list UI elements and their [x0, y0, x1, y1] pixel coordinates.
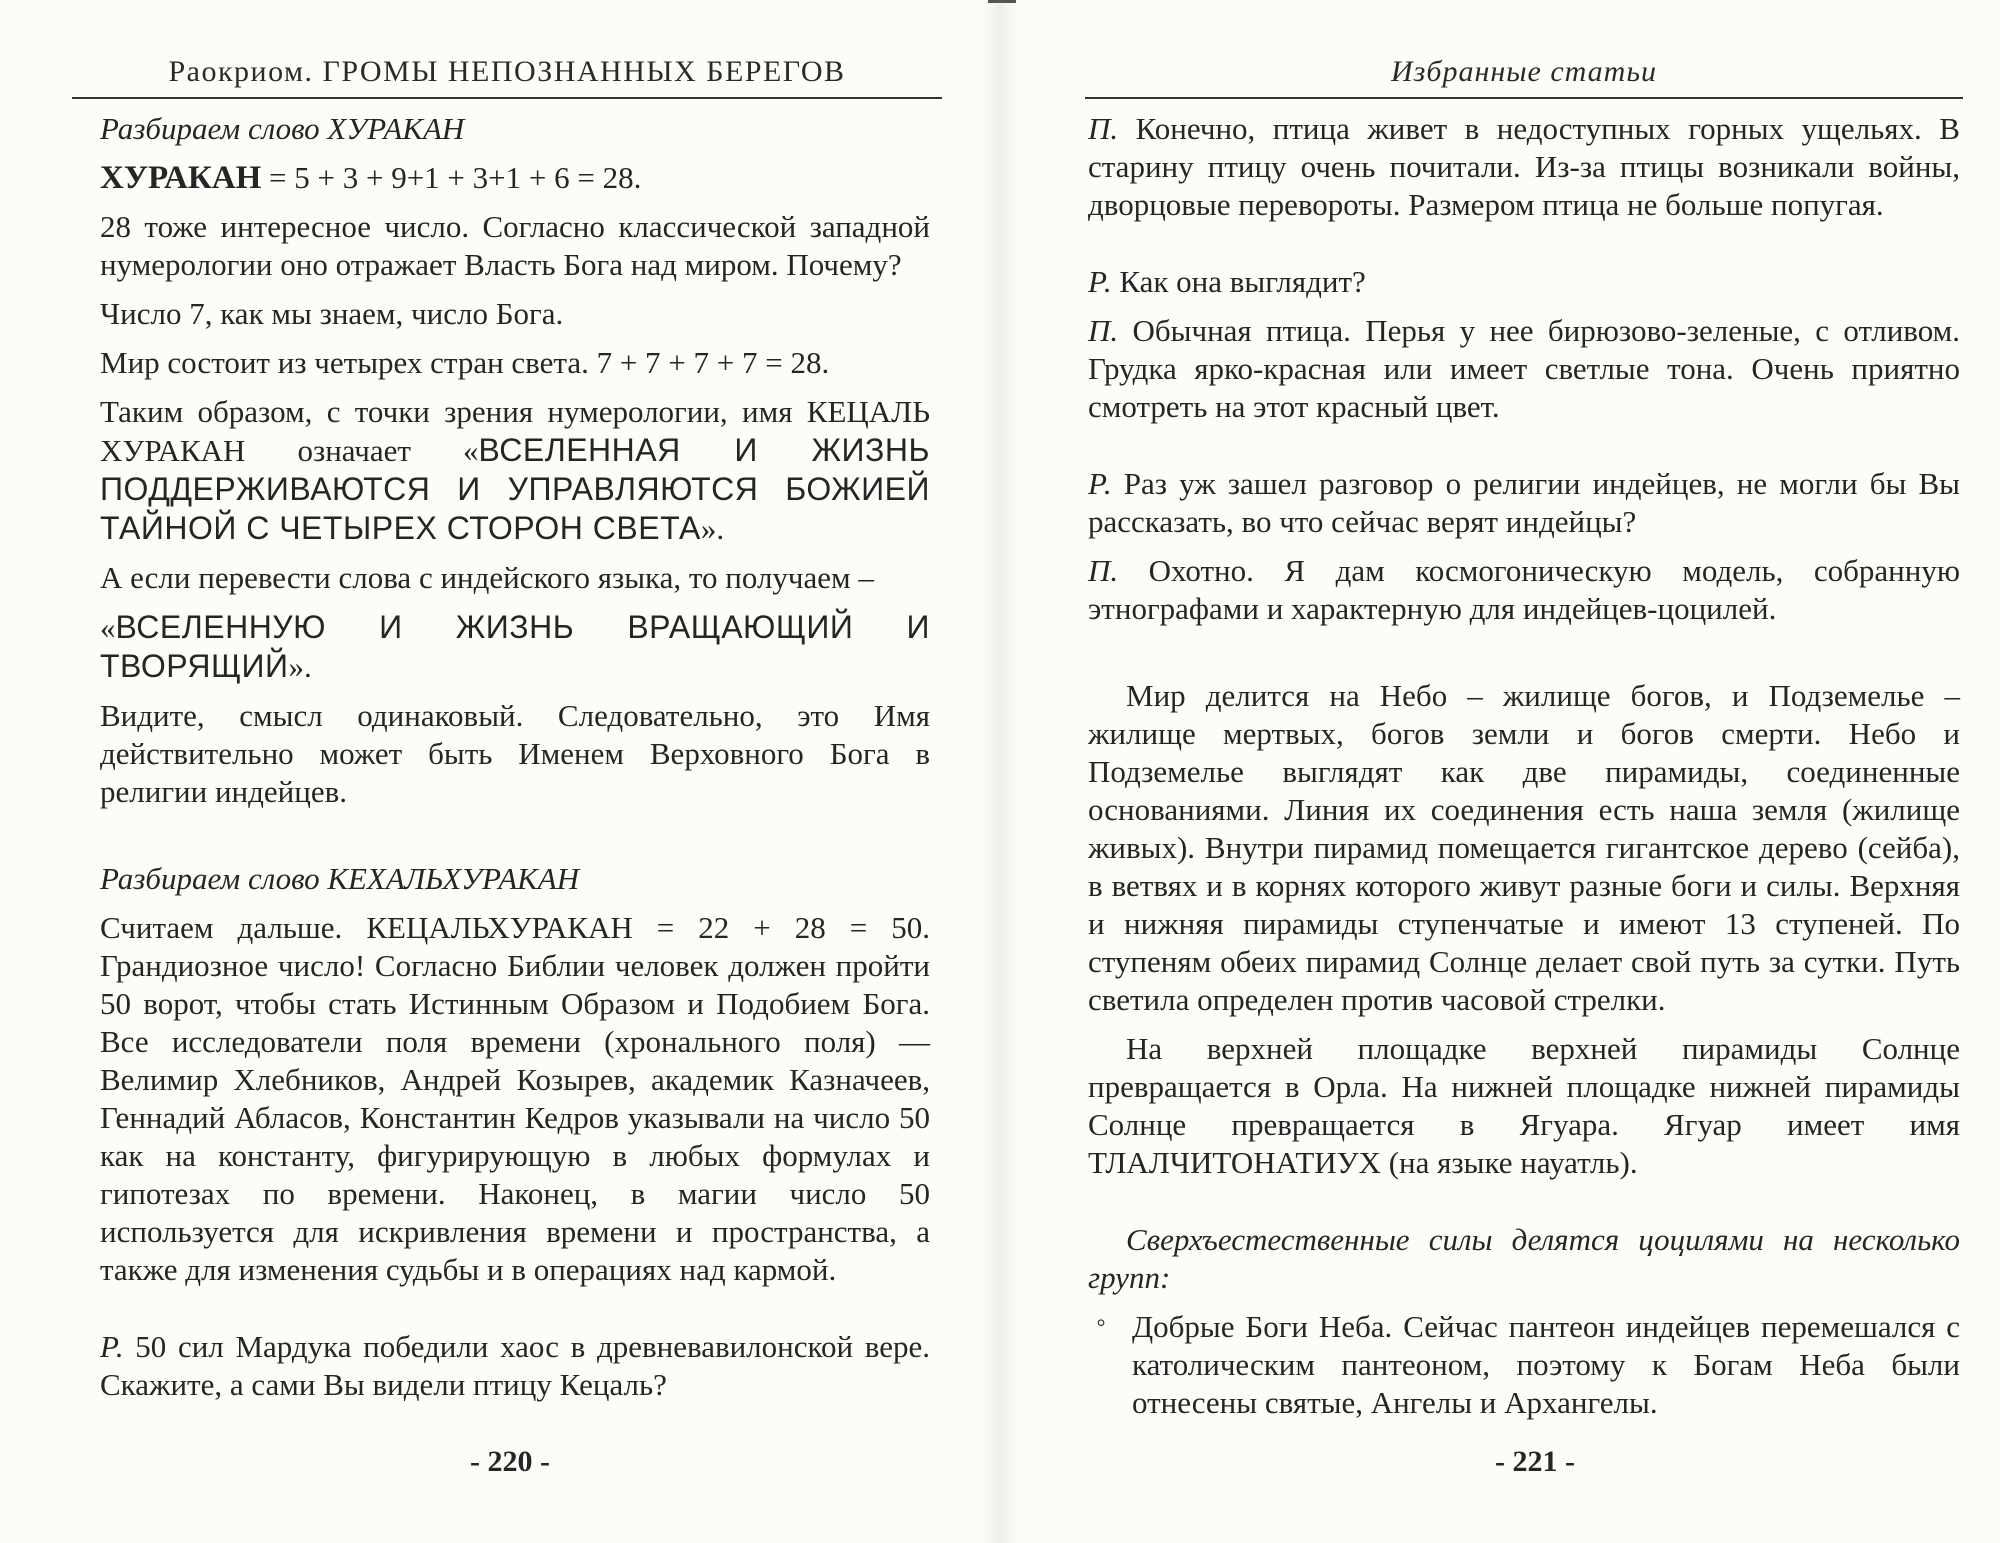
- spacer: [1088, 639, 1960, 677]
- formula-rest: = 5 + 3 + 9+1 + 3+1 + 6 = 28.: [261, 160, 642, 195]
- paragraph-50: Считаем дальше. КЕЦАЛЬХУРАКАН = 22 + 28 = 50. Грандиозное число! Согласно Библии человек должен пройти 50 ворот, чтобы стать Истинным Образом и Подобием Бога. Все исследователи поля времени (хронального поля) — Велимир Хлебников, Андрей Козырев, академик Казначеев, Геннадий Абласов, Константин Кедров указывали на число 50 как на константу, фигурирующую в любых формулах и гипотезах по времени. Наконец, в магии число 50 используется для искривления времени и пространства, а также для изменения судьбы и в операциях над кармой.: [100, 910, 930, 1287]
- formula-word: ХУРАКАН: [100, 160, 262, 196]
- paragraph-question-look: [1088, 263, 1960, 301]
- paragraph-7: Число 7, как мы знаем, число Бога.: [100, 296, 564, 331]
- heading-hurakan: Разбираем слово ХУРАКАН: [100, 111, 465, 146]
- left-header-rule: [72, 97, 942, 99]
- paragraph-four-directions: Мир состоит из четырех стран света. 7 + 7 + 7 + 7 = 28.: [100, 345, 830, 380]
- right-running-head: Избранные статьи: [1390, 55, 1658, 88]
- spacer: [1088, 235, 1960, 263]
- meaning-end: ».: [700, 511, 725, 546]
- bullet-icon: °: [1096, 1314, 1106, 1339]
- paragraph-cosmogony-intro: [1088, 552, 1960, 628]
- speaker-r: Р.: [100, 1329, 124, 1364]
- heading-kehalhurakan: Разбираем слово КЕХАЛЬХУРАКАН: [100, 861, 580, 896]
- spacer: [1088, 1193, 1960, 1221]
- paragraph-translation: А если перевести слова с индейского языка, то получаем –: [100, 560, 874, 595]
- paragraph-world-division: Мир делится на Небо – жилище богов, и Подземелье – жилище мертвых, богов земли и богов смерти. Небо и Подземелье выглядят как две пирамиды, соединенные основаниями. Линия их соединения есть наша земля (жилище живых). Внутри пирамид помещается гигантское дерево (сейба), в ветвях и в корнях которого живут разные боги и силы. Верхняя и нижняя пирамиды ступенчатые и имеют 13 ступеней. По ступеням обеих пирамид Солнце делает свой путь за сутки. Путь светила определен против часовой стрелки.: [1088, 678, 1960, 1017]
- bird-habitat-text: Конечно, птица живет в недоступных горных ущельях. В старину птицу очень почитали. Из-за птицы возникали войны, дворцовые перевороты. Размером птица не больше попугая.: [1088, 111, 1960, 222]
- paragraph-bird-look: [1088, 312, 1960, 426]
- paragraph-sun-transform: На верхней площадке верхней пирамиды Солнце превращается в Орла. На нижней площадке нижней пирамиды Солнце превращается в Ягуара. Ягуар имеет имя ТЛАЛЧИТОНАТИУХ (на языке науатль).: [1088, 1031, 1960, 1180]
- translation-open: «: [100, 610, 116, 645]
- speaker-p: П.: [1088, 111, 1119, 146]
- question-look-text: Как она выглядит?: [1111, 264, 1366, 299]
- translation-close: ».: [288, 649, 312, 684]
- speaker-p: П.: [1088, 313, 1119, 348]
- left-page-number: - 220 -: [470, 1445, 550, 1478]
- list-item: [1088, 1308, 1960, 1422]
- right-page-number: - 221 -: [1495, 1445, 1575, 1478]
- speaker-r: Р.: [1088, 264, 1112, 299]
- meaning-caps: ВСЕЛЕННАЯ И ЖИЗНЬ ПОДДЕРЖИВАЮТСЯ И УПРАВЛЯЮТСЯ БОЖИЕЙ ТАЙНОЙ С ЧЕТЫРЕХ СТОРОН СВЕТА: [100, 432, 930, 546]
- paragraph-28: 28 тоже интересное число. Согласно классической западной нумерологии оно отражает Власть Бога над миром. Почему?: [100, 209, 930, 282]
- formula-hurakan: [100, 159, 930, 197]
- spacer: [1088, 437, 1960, 465]
- marduk-text: 50 сил Мардука победили хаос в древневавилонской вере. Скажите, а сами Вы видели птицу Кецаль?: [100, 1329, 930, 1402]
- paragraph-supernatural-groups: Сверхъестественные силы делятся цоцилями на несколько групп:: [1088, 1222, 1960, 1295]
- cosmogony-intro-text: Охотно. Я дам космогоническую модель, собранную этнографами и характерную для индейцев-цоцилей.: [1088, 553, 1960, 626]
- speaker-p: П.: [1088, 553, 1119, 588]
- paragraph-translation-caps: [100, 608, 930, 686]
- spacer: [100, 1300, 930, 1328]
- speaker-r: Р.: [1088, 466, 1112, 501]
- left-running-head: Раокриом. ГРОМЫ НЕПОЗНАННЫХ БЕРЕГОВ: [168, 55, 846, 88]
- paragraph-meaning: [100, 393, 930, 548]
- meaning-start: Таким образом, с точки зрения нумерологии, имя КЕЦАЛЬ ХУРАКАН означает «: [100, 394, 930, 468]
- bird-look-text: Обычная птица. Перья у нее бирюзово-зеленые, с отливом. Грудка ярко-красная или имеет светлые тона. Очень приятно смотреть на этот красный цвет.: [1088, 313, 1960, 424]
- translation-caps: ВСЕЛЕННУЮ И ЖИЗНЬ ВРАЩАЮЩИЙ И ТВОРЯЩИЙ: [100, 609, 930, 684]
- left-body: [100, 110, 930, 1415]
- paragraph-marduk: [100, 1328, 930, 1404]
- spacer: [100, 822, 930, 860]
- right-header-rule: [1085, 97, 1963, 99]
- paragraph-question-religion: [1088, 465, 1960, 541]
- bullet-text: Добрые Боги Неба. Сейчас пантеон индейцев перемешался с католическим пантеоном, поэтому к Богам Неба были отнесены святые, Ангелы и Архангелы.: [1132, 1309, 1960, 1420]
- question-religion-text: Раз уж зашел разговор о религии индейцев, не могли бы Вы рассказать, во что сейчас верят индейцы?: [1088, 466, 1960, 539]
- right-page: [1000, 0, 2000, 1543]
- right-body: [1088, 110, 1960, 1433]
- paragraph-conclusion: Видите, смысл одинаковый. Следовательно, это Имя действительно может быть Именем Верховного Бога в религии индейцев.: [100, 698, 930, 809]
- paragraph-bird-habitat: [1088, 110, 1960, 224]
